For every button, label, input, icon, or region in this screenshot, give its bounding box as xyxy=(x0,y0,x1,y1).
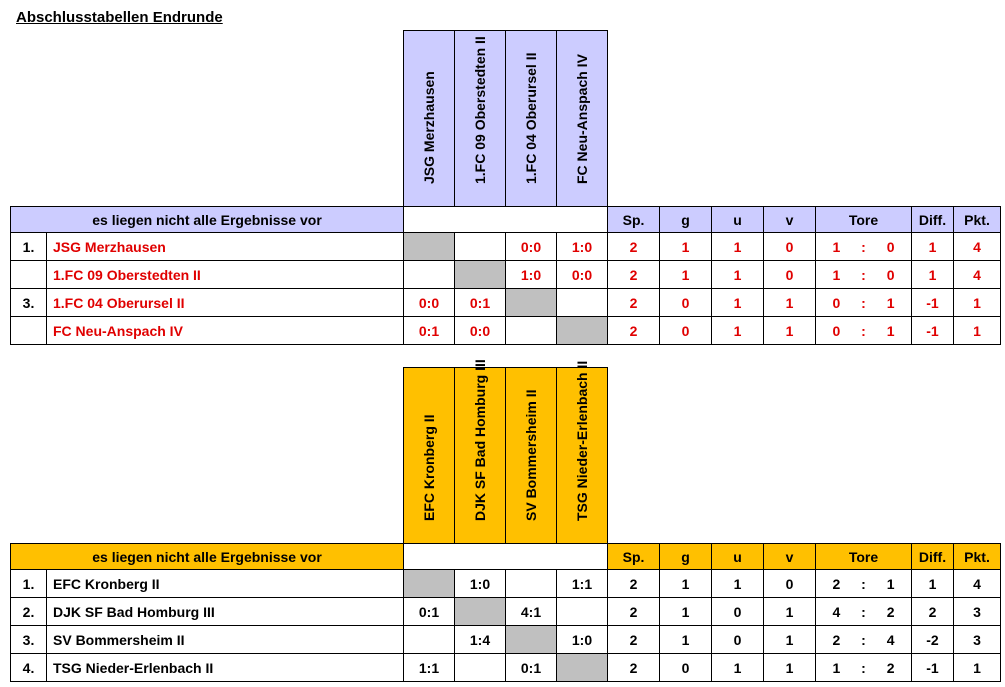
team-column-header xyxy=(454,30,506,207)
stat-g: 1 xyxy=(659,569,712,598)
tore-against: 0 xyxy=(886,238,895,255)
stat-header: Pkt. xyxy=(953,543,1001,570)
stat-pkt: 3 xyxy=(953,625,1001,654)
stat-header: g xyxy=(659,206,712,233)
rank-cell: 4. xyxy=(10,653,47,682)
team-column-label: JSG Merzhausen xyxy=(421,71,437,184)
rank-cell: 3. xyxy=(10,288,47,317)
stat-pkt: 1 xyxy=(953,316,1001,345)
result-cell: 0:0 xyxy=(556,260,608,289)
result-cell xyxy=(403,625,455,654)
team-name: JSG Merzhausen xyxy=(46,232,404,261)
diagonal-cell xyxy=(556,653,608,682)
stat-tore xyxy=(815,625,912,654)
team-column-header xyxy=(556,360,608,544)
stat-header: Diff. xyxy=(911,543,954,570)
tore-sep: : xyxy=(861,294,866,311)
stat-pkt: 4 xyxy=(953,260,1001,289)
tore-against: 1 xyxy=(886,294,895,311)
result-cell xyxy=(403,260,455,289)
tore-for: 0 xyxy=(832,322,841,339)
team-name: EFC Kronberg II xyxy=(46,569,404,598)
result-cell: 1:0 xyxy=(556,625,608,654)
tore-against: 2 xyxy=(886,659,895,676)
stat-g: 0 xyxy=(659,316,712,345)
stat-g: 1 xyxy=(659,232,712,261)
stat-sp: 2 xyxy=(607,232,660,261)
stat-tore xyxy=(815,232,912,261)
stat-g: 0 xyxy=(659,288,712,317)
stat-diff: -2 xyxy=(911,625,954,654)
stat-sp: 2 xyxy=(607,653,660,682)
diagonal-cell xyxy=(403,232,455,261)
stat-v: 1 xyxy=(763,288,816,317)
result-cell xyxy=(505,569,557,598)
stat-sp: 2 xyxy=(607,316,660,345)
result-cell: 1:1 xyxy=(556,569,608,598)
stat-u: 1 xyxy=(711,653,764,682)
result-cell xyxy=(505,316,557,345)
team-column-label: DJK SF Bad Homburg III xyxy=(472,359,488,521)
stat-tore xyxy=(815,597,912,626)
rank-cell: 1. xyxy=(10,232,47,261)
result-cell: 1:0 xyxy=(505,260,557,289)
result-cell: 0:0 xyxy=(403,288,455,317)
tore-against: 4 xyxy=(886,631,895,648)
stat-diff: 1 xyxy=(911,569,954,598)
group-table-1 xyxy=(10,30,1000,350)
rank-cell xyxy=(10,316,47,345)
tore-against: 2 xyxy=(886,603,895,620)
stat-header: u xyxy=(711,206,764,233)
team-column-label: 1.FC 04 Oberursel II xyxy=(523,52,539,184)
tore-sep: : xyxy=(861,266,866,283)
results-notice: es liegen nicht alle Ergebnisse vor xyxy=(10,543,404,570)
stat-header: v xyxy=(763,543,816,570)
stat-u: 0 xyxy=(711,597,764,626)
team-column-header xyxy=(403,30,455,207)
result-cell: 1:4 xyxy=(454,625,506,654)
stat-tore xyxy=(815,569,912,598)
tore-sep: : xyxy=(861,603,866,620)
rank-cell: 1. xyxy=(10,569,47,598)
stat-diff: 1 xyxy=(911,232,954,261)
tore-for: 1 xyxy=(832,238,841,255)
result-cell: 1:1 xyxy=(403,653,455,682)
tore-against: 1 xyxy=(886,322,895,339)
rank-cell: 2. xyxy=(10,597,47,626)
tore-for: 4 xyxy=(832,603,841,620)
team-name: 1.FC 09 Oberstedten II xyxy=(46,260,404,289)
stat-u: 1 xyxy=(711,288,764,317)
stat-sp: 2 xyxy=(607,288,660,317)
rank-cell: 3. xyxy=(10,625,47,654)
stat-v: 1 xyxy=(763,316,816,345)
stat-tore xyxy=(815,288,912,317)
result-cell: 0:0 xyxy=(505,232,557,261)
team-column-label: FC Neu-Anspach IV xyxy=(574,54,590,184)
tore-against: 1 xyxy=(886,575,895,592)
stat-sp: 2 xyxy=(607,569,660,598)
results-notice: es liegen nicht alle Ergebnisse vor xyxy=(10,206,404,233)
stat-v: 1 xyxy=(763,653,816,682)
page-title: Abschlusstabellen Endrunde xyxy=(16,9,223,26)
stat-v: 0 xyxy=(763,260,816,289)
result-cell: 1:0 xyxy=(556,232,608,261)
stat-sp: 2 xyxy=(607,625,660,654)
stat-diff: -1 xyxy=(911,288,954,317)
team-name: TSG Nieder-Erlenbach II xyxy=(46,653,404,682)
stat-header: Diff. xyxy=(911,206,954,233)
stat-sp: 2 xyxy=(607,597,660,626)
team-column-header xyxy=(505,30,557,207)
team-name: FC Neu-Anspach IV xyxy=(46,316,404,345)
stat-diff: -1 xyxy=(911,316,954,345)
stat-pkt: 4 xyxy=(953,569,1001,598)
stat-v: 0 xyxy=(763,569,816,598)
stat-header: Sp. xyxy=(607,543,660,570)
tore-sep: : xyxy=(861,238,866,255)
stat-g: 1 xyxy=(659,260,712,289)
stat-header: Pkt. xyxy=(953,206,1001,233)
stat-tore xyxy=(815,260,912,289)
stat-g: 0 xyxy=(659,653,712,682)
stat-u: 1 xyxy=(711,569,764,598)
stat-diff: 2 xyxy=(911,597,954,626)
result-cell: 1:0 xyxy=(454,569,506,598)
team-column-header xyxy=(454,359,506,544)
stat-g: 1 xyxy=(659,625,712,654)
result-cell: 0:1 xyxy=(505,653,557,682)
stat-pkt: 4 xyxy=(953,232,1001,261)
stat-u: 1 xyxy=(711,316,764,345)
diagonal-cell xyxy=(556,316,608,345)
stat-u: 1 xyxy=(711,260,764,289)
stat-u: 0 xyxy=(711,625,764,654)
stat-pkt: 3 xyxy=(953,597,1001,626)
diagonal-cell xyxy=(505,288,557,317)
team-column-label: TSG Nieder-Erlenbach II xyxy=(574,360,590,521)
stat-header: g xyxy=(659,543,712,570)
team-name: DJK SF Bad Homburg III xyxy=(46,597,404,626)
stat-pkt: 1 xyxy=(953,653,1001,682)
result-cell xyxy=(556,288,608,317)
result-cell: 4:1 xyxy=(505,597,557,626)
stat-sp: 2 xyxy=(607,260,660,289)
result-cell: 0:1 xyxy=(454,288,506,317)
team-column-label: 1.FC 09 Oberstedten II xyxy=(472,36,488,184)
team-name: 1.FC 04 Oberursel II xyxy=(46,288,404,317)
result-cell: 0:1 xyxy=(403,316,455,345)
result-cell xyxy=(454,653,506,682)
stat-header: u xyxy=(711,543,764,570)
team-name: SV Bommersheim II xyxy=(46,625,404,654)
team-column-label: EFC Kronberg II xyxy=(421,414,437,521)
stat-v: 0 xyxy=(763,232,816,261)
stat-header: Tore xyxy=(815,543,912,570)
tore-for: 1 xyxy=(832,659,841,676)
result-cell: 0:0 xyxy=(454,316,506,345)
tore-against: 0 xyxy=(886,266,895,283)
stat-diff: -1 xyxy=(911,653,954,682)
tore-sep: : xyxy=(861,659,866,676)
tore-for: 2 xyxy=(832,575,841,592)
stat-tore xyxy=(815,316,912,345)
diagonal-cell xyxy=(454,260,506,289)
tore-sep: : xyxy=(861,575,866,592)
stat-u: 1 xyxy=(711,232,764,261)
tore-for: 2 xyxy=(832,631,841,648)
tore-sep: : xyxy=(861,631,866,648)
stat-g: 1 xyxy=(659,597,712,626)
stat-diff: 1 xyxy=(911,260,954,289)
stat-header: Sp. xyxy=(607,206,660,233)
diagonal-cell xyxy=(403,569,455,598)
result-cell xyxy=(556,597,608,626)
result-cell: 0:1 xyxy=(403,597,455,626)
tore-sep: : xyxy=(861,322,866,339)
stat-header: Tore xyxy=(815,206,912,233)
stat-header: v xyxy=(763,206,816,233)
stat-pkt: 1 xyxy=(953,288,1001,317)
stat-v: 1 xyxy=(763,625,816,654)
stat-v: 1 xyxy=(763,597,816,626)
result-cell xyxy=(454,232,506,261)
rank-cell xyxy=(10,260,47,289)
tore-for: 0 xyxy=(832,294,841,311)
group-table-2 xyxy=(10,359,1000,687)
team-column-header xyxy=(403,367,455,544)
team-column-label: SV Bommersheim II xyxy=(523,389,539,521)
team-column-header xyxy=(556,30,608,207)
diagonal-cell xyxy=(505,625,557,654)
stat-tore xyxy=(815,653,912,682)
tore-for: 1 xyxy=(832,266,841,283)
diagonal-cell xyxy=(454,597,506,626)
team-column-header xyxy=(505,367,557,544)
